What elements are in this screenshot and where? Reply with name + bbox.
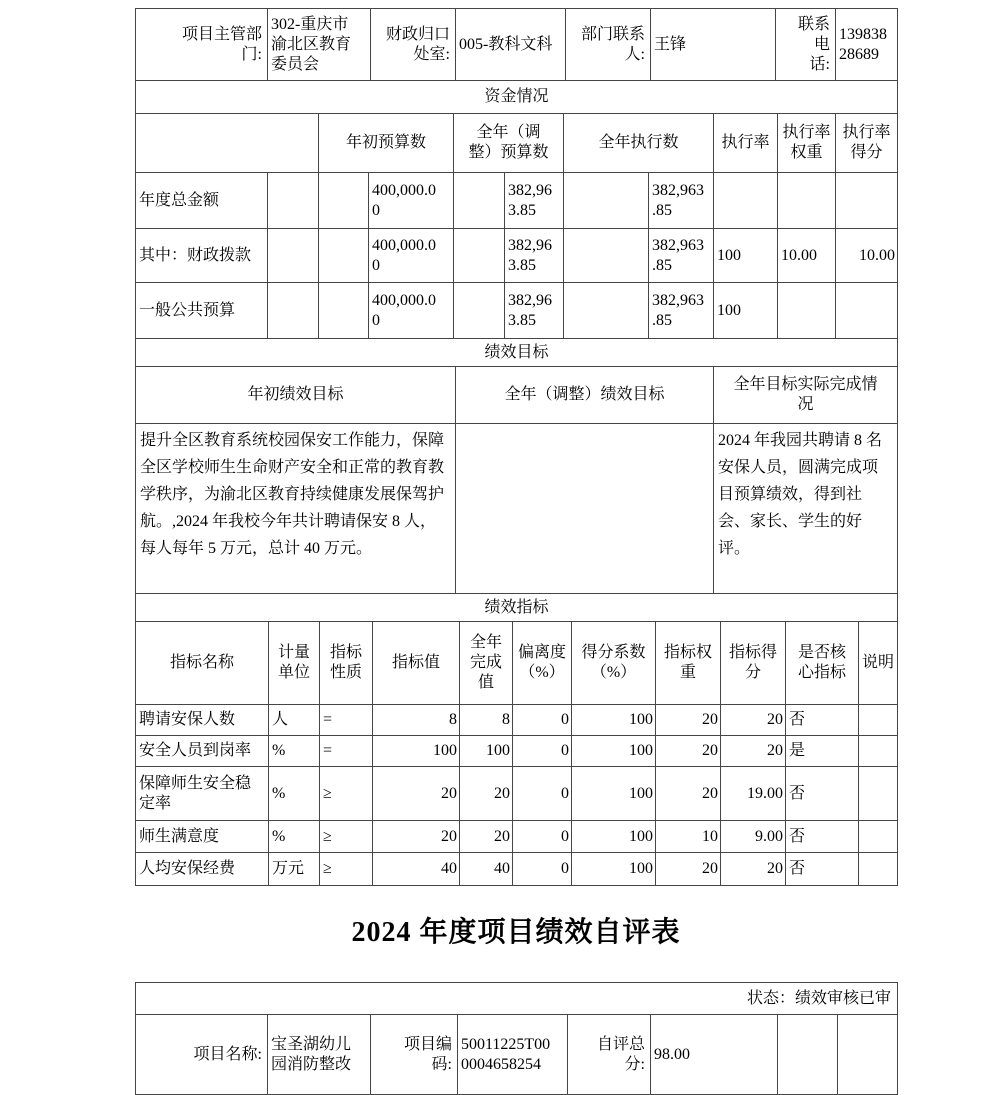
indicator-completed: 100 xyxy=(460,736,513,767)
indicator-score-coeff: 100 xyxy=(572,736,656,767)
indicator-weight: 20 xyxy=(656,705,721,736)
exec-rate-weight-cell: 10.00 xyxy=(778,229,836,283)
exec-rate-cell: 100 xyxy=(714,283,778,339)
indicator-weight: 20 xyxy=(656,853,721,886)
indicator-score-coeff: 100 xyxy=(572,821,656,853)
budget-initial-cell: 400,000.0 0 xyxy=(369,283,454,339)
indicator-core: 是 xyxy=(786,736,859,767)
col-note: 说明 xyxy=(859,622,898,705)
exec-rate-score-cell xyxy=(836,173,898,229)
indicator-row xyxy=(136,853,898,886)
indicator-row xyxy=(136,767,898,821)
exec-rate-score-cell xyxy=(836,283,898,339)
col-target-value: 指标值 xyxy=(373,622,460,705)
funding-row-public-budget xyxy=(136,283,898,339)
empty-cell xyxy=(564,173,649,229)
indicator-core: 否 xyxy=(786,705,859,736)
indicator-unit: % xyxy=(269,767,320,821)
indicator-score: 19.00 xyxy=(721,767,786,821)
contact-phone-label: 联系 电 话: xyxy=(776,9,836,81)
indicator-note xyxy=(859,853,898,886)
indicator-completed: 40 xyxy=(460,853,513,886)
col-completed-value: 全年 完成 值 xyxy=(460,622,513,705)
col-core-indicator: 是否核 心指标 xyxy=(786,622,859,705)
col-executed: 全年执行数 xyxy=(564,114,714,173)
empty-cell xyxy=(454,229,505,283)
executed-cell: 382,963 .85 xyxy=(649,173,714,229)
indicator-unit: 人 xyxy=(269,705,320,736)
indicator-name: 安全人员到岗率 xyxy=(136,736,269,767)
indicator-target: 20 xyxy=(373,821,460,853)
indicator-nature: ≥ xyxy=(320,853,373,886)
self-evaluation-form xyxy=(135,8,897,1095)
col-deviation: 偏离度 （%） xyxy=(513,622,572,705)
empty-cell xyxy=(319,173,369,229)
indicator-core: 否 xyxy=(786,821,859,853)
finance-office-label: 财政归口 处室: xyxy=(371,9,456,81)
indicator-deviation: 0 xyxy=(513,767,572,821)
empty-cell xyxy=(564,229,649,283)
indicator-score: 20 xyxy=(721,853,786,886)
budget-adjusted-cell: 382,96 3.85 xyxy=(505,229,564,283)
empty-cell xyxy=(319,229,369,283)
indicator-name: 人均安保经费 xyxy=(136,853,269,886)
indicator-nature: ≥ xyxy=(320,821,373,853)
exec-rate-score-cell: 10.00 xyxy=(836,229,898,283)
self-score-value: 98.00 xyxy=(651,1015,778,1095)
budget-adjusted-cell: 382,96 3.85 xyxy=(505,283,564,339)
budget-initial-cell: 400,000.0 0 xyxy=(369,173,454,229)
empty-cell xyxy=(838,1015,898,1095)
col-budget-initial: 年初预算数 xyxy=(319,114,454,173)
indicator-score: 20 xyxy=(721,736,786,767)
indicator-deviation: 0 xyxy=(513,736,572,767)
indicator-note xyxy=(859,736,898,767)
exec-rate-weight-cell xyxy=(778,173,836,229)
row-label: 年度总金额 xyxy=(136,173,268,229)
indicators-section-title: 绩效指标 xyxy=(136,594,898,622)
empty-cell xyxy=(268,229,319,283)
indicator-target: 20 xyxy=(373,767,460,821)
col-exec-rate: 执行率 xyxy=(714,114,778,173)
indicator-unit: % xyxy=(269,736,320,767)
col-exec-rate-score: 执行率 得分 xyxy=(836,114,898,173)
budget-adjusted-cell: 382,96 3.85 xyxy=(505,173,564,229)
col-indicator-name: 指标名称 xyxy=(136,622,269,705)
indicator-note xyxy=(859,767,898,821)
col-budget-adjusted: 全年（调 整）预算数 xyxy=(454,114,564,173)
indicators-table xyxy=(135,593,898,886)
col-unit: 计量 单位 xyxy=(269,622,320,705)
indicator-score-coeff: 100 xyxy=(572,853,656,886)
row-label: 一般公共预算 xyxy=(136,283,268,339)
indicator-unit: 万元 xyxy=(269,853,320,886)
supervising-dept-value: 302-重庆市 渝北区教育 委员会 xyxy=(268,9,371,81)
col-actual-completion: 全年目标实际完成情 况 xyxy=(714,367,898,424)
indicator-target: 8 xyxy=(373,705,460,736)
page-title: 2024 年度项目绩效自评表 xyxy=(351,917,681,948)
goals-section-title: 绩效目标 xyxy=(136,339,898,367)
funding-table xyxy=(135,80,898,339)
indicator-target: 100 xyxy=(373,736,460,767)
indicator-score: 9.00 xyxy=(721,821,786,853)
indicator-score: 20 xyxy=(721,705,786,736)
project-name-value: 宝圣湖幼儿 园消防整改 xyxy=(268,1015,371,1095)
indicator-weight: 20 xyxy=(656,767,721,821)
project-code-value: 50011225T00 0004658254 xyxy=(458,1015,568,1095)
indicator-completed: 8 xyxy=(460,705,513,736)
indicator-core: 否 xyxy=(786,853,859,886)
empty-cell xyxy=(136,114,319,173)
col-score-coeff: 得分系数 （%） xyxy=(572,622,656,705)
indicator-name: 师生满意度 xyxy=(136,821,269,853)
supervising-dept-label: 项目主管部 门: xyxy=(136,9,268,81)
indicator-nature: ≥ xyxy=(320,767,373,821)
col-initial-goal: 年初绩效目标 xyxy=(136,367,456,424)
empty-cell xyxy=(454,173,505,229)
empty-cell xyxy=(268,283,319,339)
indicator-name: 聘请安保人数 xyxy=(136,705,269,736)
dept-contact-value: 王锋 xyxy=(651,9,776,81)
project-name-label: 项目名称: xyxy=(136,1015,268,1095)
indicator-weight: 20 xyxy=(656,736,721,767)
exec-rate-cell xyxy=(714,173,778,229)
empty-cell xyxy=(319,283,369,339)
indicator-deviation: 0 xyxy=(513,853,572,886)
indicator-note xyxy=(859,821,898,853)
col-nature: 指标 性质 xyxy=(320,622,373,705)
col-adjusted-goal: 全年（调整）绩效目标 xyxy=(456,367,714,424)
initial-goal-text: 提升全区教育系统校园保安工作能力，保障全区学校师生生命财产安全和正常的教育教学秩序，为渝北区教育持续健康发展保驾护航。,2024 年我校今年共计聘请保安 8 人，每人每年 5 万元，总计 40 万元。 xyxy=(136,424,456,594)
empty-cell xyxy=(564,283,649,339)
info-table xyxy=(135,8,898,81)
indicator-score-coeff: 100 xyxy=(572,705,656,736)
exec-rate-cell: 100 xyxy=(714,229,778,283)
indicator-name: 保障师生安全稳 定率 xyxy=(136,767,269,821)
indicator-target: 40 xyxy=(373,853,460,886)
indicator-deviation: 0 xyxy=(513,705,572,736)
indicator-deviation: 0 xyxy=(513,821,572,853)
budget-initial-cell: 400,000.0 0 xyxy=(369,229,454,283)
indicator-row xyxy=(136,736,898,767)
goals-table xyxy=(135,338,898,594)
row-label: 其中：财政拨款 xyxy=(136,229,268,283)
col-exec-rate-weight: 执行率 权重 xyxy=(778,114,836,173)
self-score-label: 自评总 分: xyxy=(568,1015,651,1095)
contact-phone-value: 139838 28689 xyxy=(836,9,898,81)
exec-rate-weight-cell xyxy=(778,283,836,339)
indicator-row xyxy=(136,705,898,736)
funding-section-title: 资金情况 xyxy=(136,81,898,114)
indicator-completed: 20 xyxy=(460,767,513,821)
funding-row-total xyxy=(136,173,898,229)
empty-cell xyxy=(268,173,319,229)
adjusted-goal-text xyxy=(456,424,714,594)
status-badge: 状态：绩效审核已审 xyxy=(136,983,898,1015)
indicator-core: 否 xyxy=(786,767,859,821)
project-table xyxy=(135,982,898,1095)
executed-cell: 382,963 .85 xyxy=(649,283,714,339)
indicator-unit: % xyxy=(269,821,320,853)
indicator-note xyxy=(859,705,898,736)
empty-cell xyxy=(454,283,505,339)
executed-cell: 382,963 .85 xyxy=(649,229,714,283)
indicator-nature: = xyxy=(320,736,373,767)
finance-office-value: 005-教科文科 xyxy=(456,9,566,81)
col-score: 指标得 分 xyxy=(721,622,786,705)
col-weight: 指标权 重 xyxy=(656,622,721,705)
empty-cell xyxy=(778,1015,838,1095)
project-code-label: 项目编 码: xyxy=(371,1015,458,1095)
funding-row-fiscal xyxy=(136,229,898,283)
indicator-completed: 20 xyxy=(460,821,513,853)
dept-contact-label: 部门联系 人: xyxy=(566,9,651,81)
indicator-nature: = xyxy=(320,705,373,736)
indicator-row xyxy=(136,821,898,853)
indicator-score-coeff: 100 xyxy=(572,767,656,821)
actual-completion-text: 2024 年我园共聘请 8 名安保人员，圆满完成项目预算绩效，得到社会、家长、学生的好评。 xyxy=(714,424,898,594)
indicator-weight: 10 xyxy=(656,821,721,853)
